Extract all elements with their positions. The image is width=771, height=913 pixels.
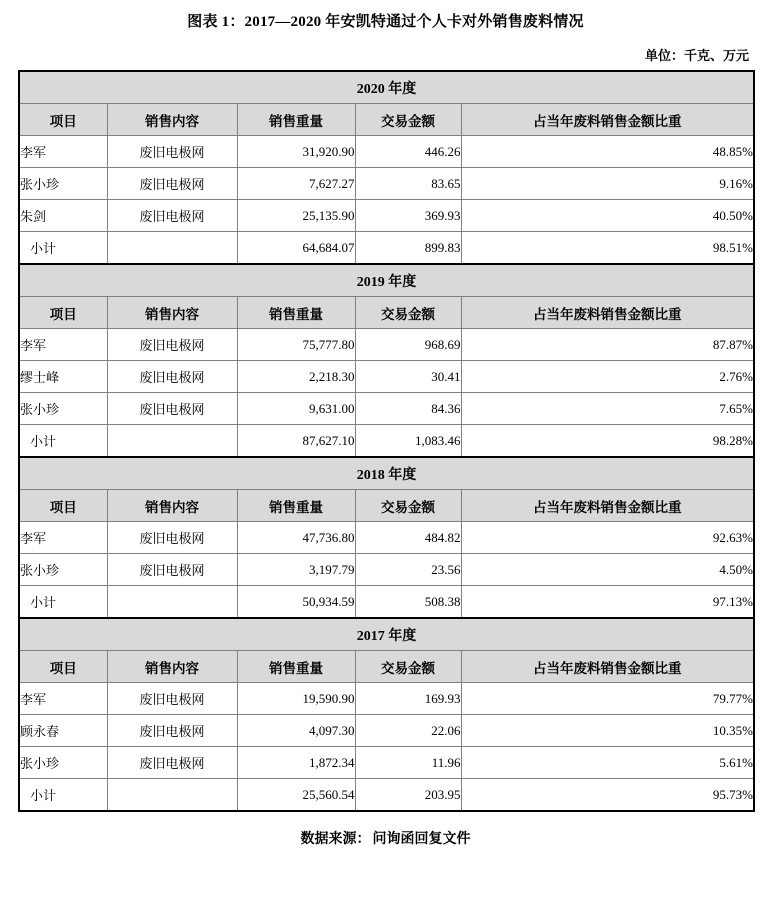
subtotal-row	[19, 779, 754, 812]
cell-ratio: 79.77%	[461, 683, 754, 715]
cell-content: 废旧电极网	[107, 136, 237, 168]
subtotal-row	[19, 232, 754, 265]
cell-amount: 369.93	[355, 200, 461, 232]
table-row	[19, 361, 754, 393]
column-header-weight: 销售重量	[237, 104, 355, 136]
column-header-row	[19, 490, 754, 522]
cell-content: 废旧电极网	[107, 168, 237, 200]
column-header-content: 销售内容	[107, 651, 237, 683]
cell-amount: 83.65	[355, 168, 461, 200]
cell-amount: 84.36	[355, 393, 461, 425]
subtotal-row	[19, 425, 754, 458]
cell-content: 废旧电极网	[107, 200, 237, 232]
cell-amount: 30.41	[355, 361, 461, 393]
column-header-item: 项目	[19, 490, 107, 522]
cell-item: 小计	[19, 232, 107, 265]
column-header-ratio: 占当年废料销售金额比重	[461, 490, 754, 522]
cell-weight: 64,684.07	[237, 232, 355, 265]
table-body	[19, 71, 754, 811]
cell-ratio: 7.65%	[461, 393, 754, 425]
cell-content	[107, 779, 237, 812]
column-header-ratio: 占当年废料销售金额比重	[461, 104, 754, 136]
cell-ratio: 10.35%	[461, 715, 754, 747]
cell-ratio: 97.13%	[461, 586, 754, 619]
column-header-item: 项目	[19, 297, 107, 329]
column-header-row	[19, 651, 754, 683]
year-band-row	[19, 618, 754, 651]
column-header-content: 销售内容	[107, 297, 237, 329]
document-page	[0, 10, 771, 913]
source-note	[18, 828, 753, 848]
table-row	[19, 200, 754, 232]
cell-weight: 7,627.27	[237, 168, 355, 200]
year-band-row	[19, 264, 754, 297]
cell-weight: 31,920.90	[237, 136, 355, 168]
cell-content	[107, 425, 237, 458]
unit-note: 单位：千克、万元	[644, 48, 749, 63]
cell-item: 李军	[19, 683, 107, 715]
page-title: 图表 1：2017—2020 年安凯特通过个人卡对外销售废料情况	[187, 14, 584, 30]
cell-amount: 446.26	[355, 136, 461, 168]
table-row	[19, 393, 754, 425]
year-band-label: 2019 年度	[19, 264, 754, 297]
cell-item: 李军	[19, 522, 107, 554]
column-header-weight: 销售重量	[237, 297, 355, 329]
table-row	[19, 136, 754, 168]
cell-item: 顾永春	[19, 715, 107, 747]
year-band-label: 2020 年度	[19, 71, 754, 104]
column-header-amount: 交易金额	[355, 651, 461, 683]
column-header-amount: 交易金额	[355, 297, 461, 329]
cell-weight: 9,631.00	[237, 393, 355, 425]
cell-weight: 4,097.30	[237, 715, 355, 747]
cell-amount: 968.69	[355, 329, 461, 361]
cell-item: 张小珍	[19, 747, 107, 779]
table-row	[19, 683, 754, 715]
cell-item: 小计	[19, 586, 107, 619]
year-band-row	[19, 71, 754, 104]
cell-ratio: 2.76%	[461, 361, 754, 393]
table-row	[19, 554, 754, 586]
column-header-content: 销售内容	[107, 490, 237, 522]
subtotal-row	[19, 586, 754, 619]
column-header-amount: 交易金额	[355, 490, 461, 522]
cell-weight: 25,135.90	[237, 200, 355, 232]
cell-weight: 3,197.79	[237, 554, 355, 586]
column-header-amount: 交易金额	[355, 104, 461, 136]
cell-ratio: 98.28%	[461, 425, 754, 458]
table-row	[19, 747, 754, 779]
table-row	[19, 329, 754, 361]
year-band-label: 2018 年度	[19, 457, 754, 490]
cell-ratio: 98.51%	[461, 232, 754, 265]
cell-weight: 50,934.59	[237, 586, 355, 619]
column-header-row	[19, 104, 754, 136]
cell-amount: 508.38	[355, 586, 461, 619]
year-band-row	[19, 457, 754, 490]
cell-ratio: 40.50%	[461, 200, 754, 232]
column-header-item: 项目	[19, 104, 107, 136]
cell-amount: 22.06	[355, 715, 461, 747]
cell-weight: 87,627.10	[237, 425, 355, 458]
cell-amount: 169.93	[355, 683, 461, 715]
cell-ratio: 5.61%	[461, 747, 754, 779]
cell-ratio: 9.16%	[461, 168, 754, 200]
cell-weight: 19,590.90	[237, 683, 355, 715]
cell-item: 缪士峰	[19, 361, 107, 393]
cell-content: 废旧电极网	[107, 715, 237, 747]
cell-weight: 75,777.80	[237, 329, 355, 361]
cell-amount: 1,083.46	[355, 425, 461, 458]
cell-item: 张小珍	[19, 393, 107, 425]
cell-item: 张小珍	[19, 168, 107, 200]
cell-amount: 11.96	[355, 747, 461, 779]
table-row	[19, 168, 754, 200]
cell-weight: 47,736.80	[237, 522, 355, 554]
column-header-row	[19, 297, 754, 329]
cell-amount: 484.82	[355, 522, 461, 554]
cell-weight: 25,560.54	[237, 779, 355, 812]
cell-item: 李军	[19, 136, 107, 168]
cell-item: 张小珍	[19, 554, 107, 586]
column-header-item: 项目	[19, 651, 107, 683]
table-row	[19, 715, 754, 747]
cell-amount: 899.83	[355, 232, 461, 265]
cell-item: 李军	[19, 329, 107, 361]
cell-content: 废旧电极网	[107, 522, 237, 554]
cell-weight: 2,218.30	[237, 361, 355, 393]
source-label: 数据来源：	[300, 832, 371, 847]
waste-sales-table	[18, 70, 755, 812]
cell-item: 小计	[19, 779, 107, 812]
column-header-ratio: 占当年废料销售金额比重	[461, 651, 754, 683]
cell-amount: 23.56	[355, 554, 461, 586]
year-band-label: 2017 年度	[19, 618, 754, 651]
cell-content: 废旧电极网	[107, 554, 237, 586]
cell-ratio: 95.73%	[461, 779, 754, 812]
cell-amount: 203.95	[355, 779, 461, 812]
cell-item: 小计	[19, 425, 107, 458]
cell-weight: 1,872.34	[237, 747, 355, 779]
column-header-ratio: 占当年废料销售金额比重	[461, 297, 754, 329]
cell-content	[107, 232, 237, 265]
cell-content: 废旧电极网	[107, 361, 237, 393]
table-row	[19, 522, 754, 554]
cell-content	[107, 586, 237, 619]
column-header-weight: 销售重量	[237, 490, 355, 522]
cell-content: 废旧电极网	[107, 747, 237, 779]
cell-ratio: 92.63%	[461, 522, 754, 554]
cell-ratio: 87.87%	[461, 329, 754, 361]
cell-item: 朱剑	[19, 200, 107, 232]
source-value: 问询函回复文件	[372, 832, 471, 847]
cell-ratio: 4.50%	[461, 554, 754, 586]
cell-ratio: 48.85%	[461, 136, 754, 168]
cell-content: 废旧电极网	[107, 393, 237, 425]
column-header-content: 销售内容	[107, 104, 237, 136]
column-header-weight: 销售重量	[237, 651, 355, 683]
cell-content: 废旧电极网	[107, 683, 237, 715]
cell-content: 废旧电极网	[107, 329, 237, 361]
